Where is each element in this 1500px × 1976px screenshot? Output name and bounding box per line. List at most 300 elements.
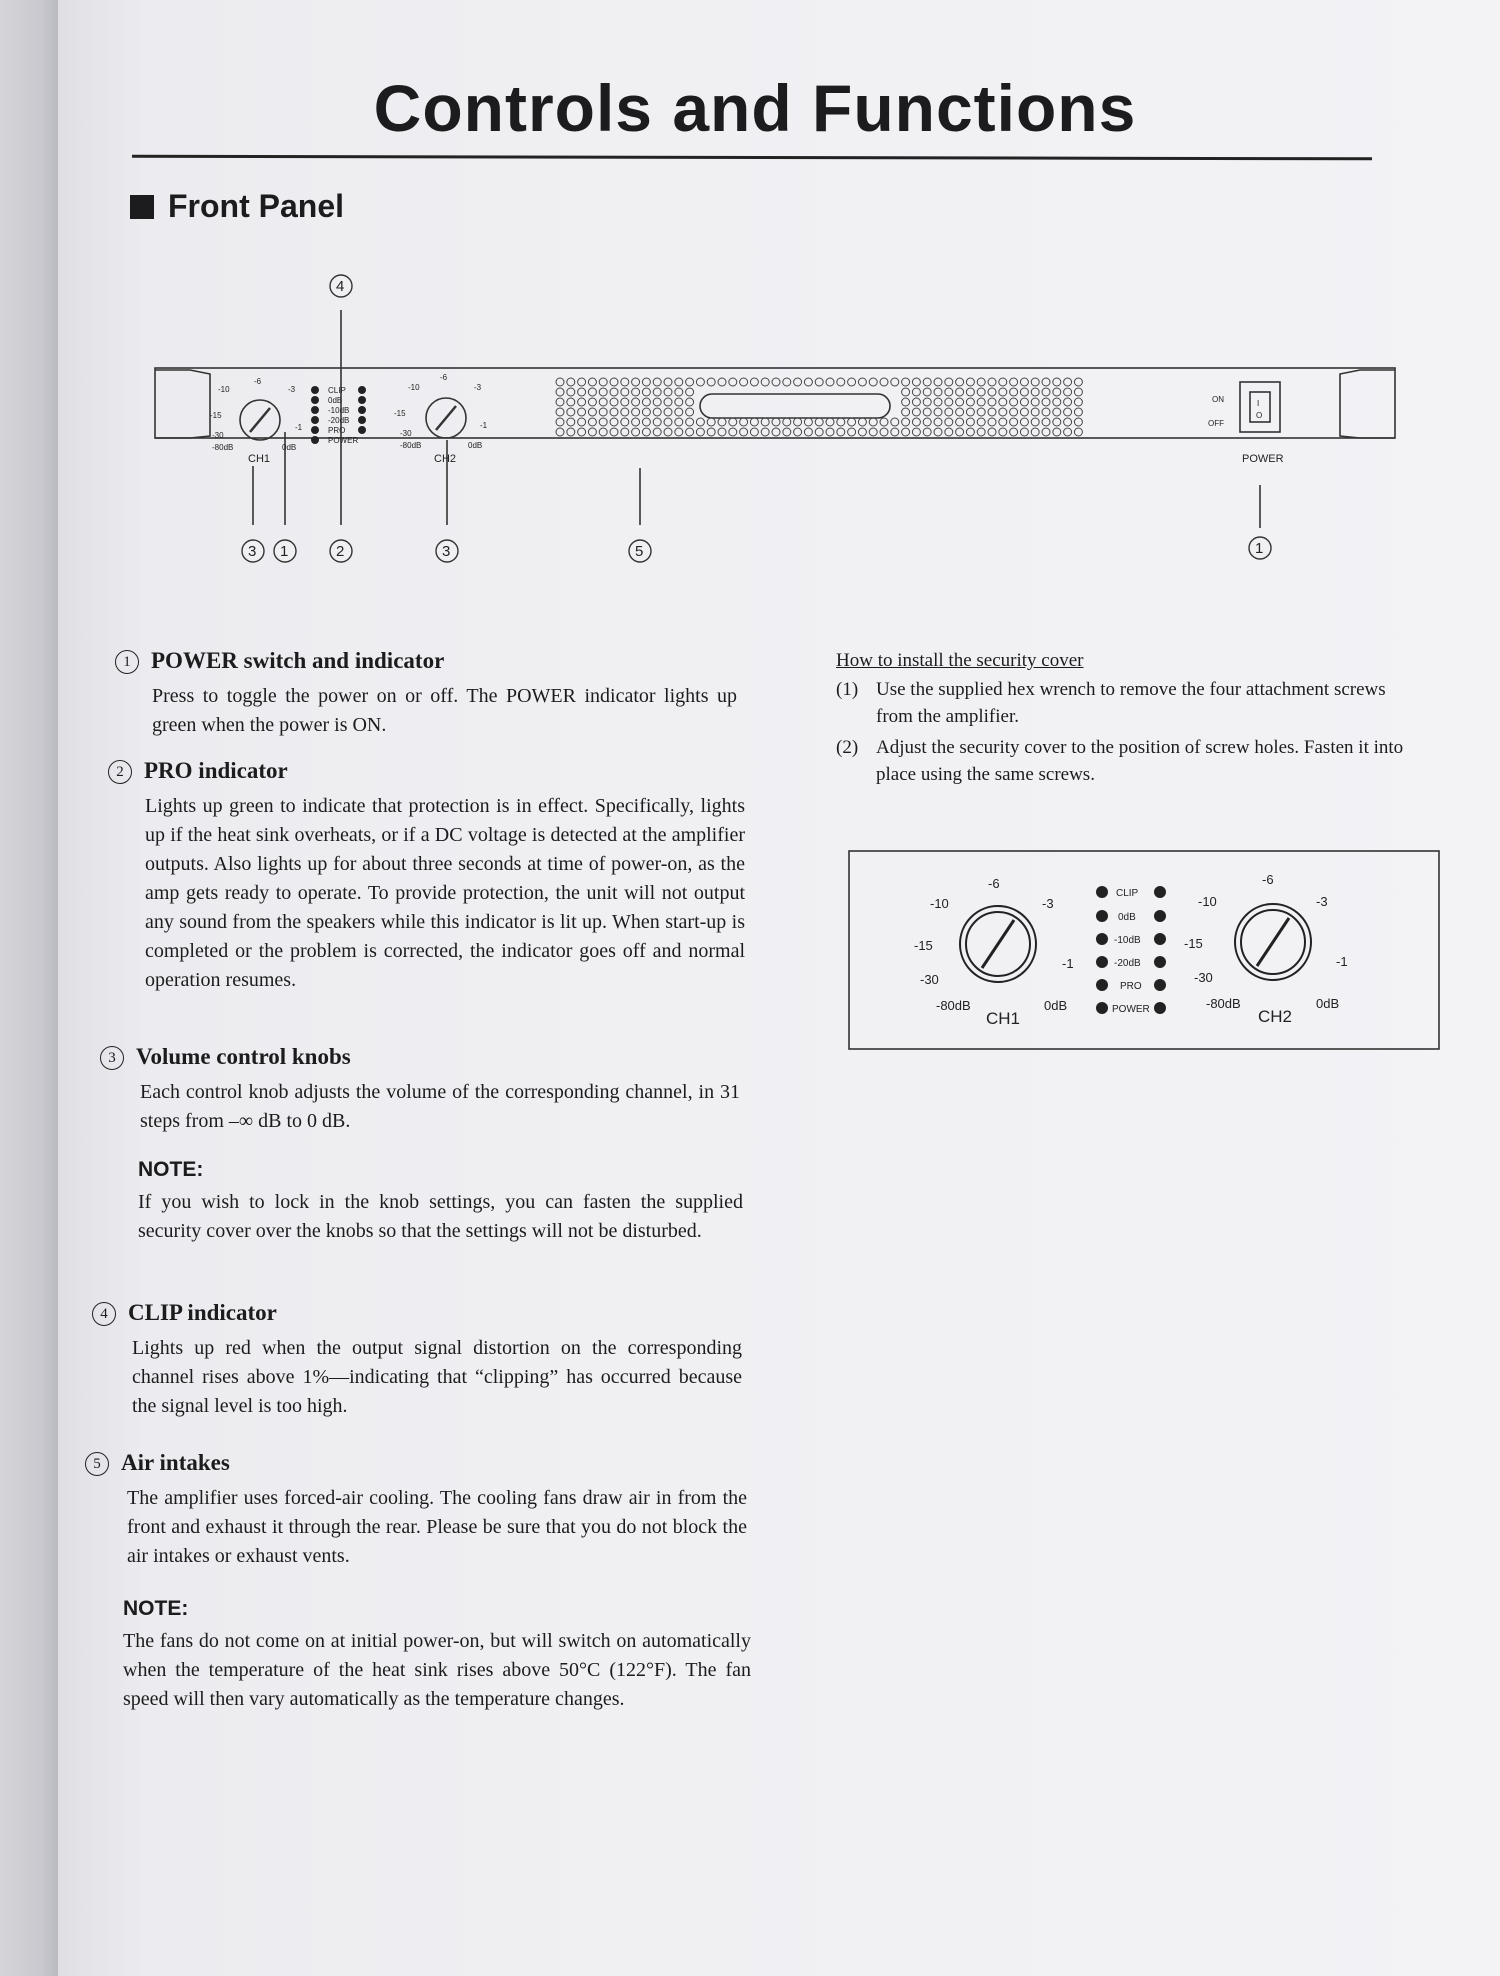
vent-hole <box>804 378 812 386</box>
vent-hole <box>1053 398 1061 406</box>
vent-hole <box>794 378 802 386</box>
vent-hole <box>923 418 931 426</box>
logo-slot <box>700 394 890 418</box>
vent-hole <box>556 378 564 386</box>
callout-4: 4 <box>336 278 345 295</box>
vent-hole <box>1020 388 1028 396</box>
step-text: Adjust the security cover to the position of screw holes. Fasten it into place using the same screws. <box>876 737 1404 785</box>
item-text: Press to toggle the power on or off. The POWER indicator lights up green when the power is ON. <box>152 685 737 736</box>
vent-hole <box>686 418 694 426</box>
item-text: Each control knob adjusts the volume of the corresponding channel, in 31 steps from –∞ dB to 0 dB. <box>140 1081 740 1132</box>
vent-hole <box>664 378 672 386</box>
vent-hole <box>923 428 931 436</box>
vent-hole <box>567 388 575 396</box>
ch2-scale-m80db: -80dB <box>400 441 422 450</box>
vent-hole <box>999 408 1007 416</box>
vent-hole <box>1064 428 1072 436</box>
vent-hole <box>1020 398 1028 406</box>
cover-indicator-dots <box>1096 886 1166 1014</box>
vent-hole <box>1053 418 1061 426</box>
vent-hole <box>1053 428 1061 436</box>
vent-hole <box>653 378 661 386</box>
vent-hole <box>999 378 1007 386</box>
vent-hole <box>934 378 942 386</box>
vent-hole <box>610 408 618 416</box>
vent-hole <box>923 408 931 416</box>
item-heading: Volume control knobs <box>136 1044 351 1069</box>
vent-hole <box>999 418 1007 426</box>
vent-hole <box>1074 388 1082 396</box>
vent-hole <box>837 428 845 436</box>
vent-hole <box>956 428 964 436</box>
vent-hole <box>653 428 661 436</box>
vent-hole <box>729 378 737 386</box>
vent-hole <box>696 418 704 426</box>
vent-hole <box>1010 388 1018 396</box>
vent-hole <box>1020 378 1028 386</box>
vent-hole <box>988 408 996 416</box>
item-number: 2 <box>108 760 132 784</box>
vent-hole <box>783 418 791 426</box>
item-text: The amplifier uses forced-air cooling. The cooling fans draw air in from the front and exhaust it through the rear. Please be sure that you do not block the air intakes or exhaust vents. <box>127 1487 747 1567</box>
vent-hole <box>567 408 575 416</box>
vent-hole <box>610 428 618 436</box>
vent-hole <box>869 418 877 426</box>
vent-hole <box>556 428 564 436</box>
ch2-scale-m10: -10 <box>408 383 420 392</box>
vent-hole <box>642 428 650 436</box>
ind-0db: 0dB <box>328 396 343 405</box>
vent-hole <box>912 428 920 436</box>
vent-hole <box>1053 388 1061 396</box>
vent-hole <box>686 378 694 386</box>
vent-hole <box>599 388 607 396</box>
vent-hole <box>988 428 996 436</box>
vent-hole <box>556 388 564 396</box>
vent-hole <box>675 388 683 396</box>
switch-i-label: I <box>1257 399 1260 408</box>
vent-hole <box>642 388 650 396</box>
vent-hole <box>1074 398 1082 406</box>
vent-hole <box>956 398 964 406</box>
ind-power: POWER <box>328 436 359 445</box>
power-label: POWER <box>1242 453 1284 465</box>
cover-ch2-m30: -30 <box>1194 970 1213 985</box>
cover-ind-power: POWER <box>1112 1004 1150 1015</box>
vent-hole <box>1031 428 1039 436</box>
vent-hole <box>1064 398 1072 406</box>
ch1-scale-m30: -30 <box>212 431 224 440</box>
vent-hole <box>588 418 596 426</box>
vent-hole <box>858 378 866 386</box>
vent-hole <box>750 428 758 436</box>
cover-ch2-m6: -6 <box>1262 872 1274 887</box>
item-text: Lights up red when the output signal distortion on the corresponding channel rises above 1%—indicating that “clipping” has occurred because the signal level is too high. <box>132 1337 742 1417</box>
vent-hole <box>761 428 769 436</box>
security-cover-instructions <box>836 650 1416 792</box>
vent-hole <box>1074 428 1082 436</box>
vent-hole <box>588 388 596 396</box>
callout-1a: 1 <box>280 543 289 560</box>
vent-hole <box>772 418 780 426</box>
vent-hole <box>848 378 856 386</box>
vent-hole <box>902 388 910 396</box>
cover-ch1-label: CH1 <box>986 1009 1021 1028</box>
cover-ch2-m10: -10 <box>1198 894 1217 909</box>
vent-hole <box>977 388 985 396</box>
item-pro-indicator <box>108 758 748 995</box>
vent-hole <box>1010 418 1018 426</box>
vent-hole <box>966 418 974 426</box>
vent-hole <box>610 398 618 406</box>
cover-ch1-m30: -30 <box>920 972 939 987</box>
left-handle <box>155 370 210 438</box>
cover-ch1-m15: -15 <box>914 938 933 953</box>
ch1-scale-m6: -6 <box>254 377 262 386</box>
ch2-scale-0db: 0dB <box>468 441 483 450</box>
vent-hole <box>977 398 985 406</box>
cover-ind-10db: -10dB <box>1114 935 1141 946</box>
vent-hole <box>977 428 985 436</box>
vent-hole <box>934 428 942 436</box>
security-cover-diagram <box>848 850 1440 1050</box>
vent-hole <box>945 408 953 416</box>
vent-hole <box>664 398 672 406</box>
cover-ind-0db: 0dB <box>1118 912 1136 923</box>
vent-hole <box>902 398 910 406</box>
vent-hole <box>761 418 769 426</box>
vent-hole <box>966 408 974 416</box>
vent-hole <box>718 418 726 426</box>
item-heading: Air intakes <box>121 1450 230 1475</box>
vent-hole <box>567 398 575 406</box>
air-intake-grille <box>556 378 1082 436</box>
vent-hole <box>966 398 974 406</box>
section-title: Front Panel <box>168 188 345 224</box>
vent-hole <box>923 378 931 386</box>
vent-hole <box>610 418 618 426</box>
vent-hole <box>945 418 953 426</box>
vent-hole <box>599 428 607 436</box>
note-text: The fans do not come on at initial power-on, but will switch on automatically when the temperature of the heat sink rises above 50°C (122°F). The fan speed will then vary automatically as the temperature changes. <box>123 1630 751 1710</box>
vent-hole <box>621 378 629 386</box>
cover-ch1-m3: -3 <box>1042 896 1054 911</box>
vent-hole <box>1064 378 1072 386</box>
vent-hole <box>977 418 985 426</box>
vent-hole <box>686 428 694 436</box>
vent-hole <box>1064 388 1072 396</box>
vent-hole <box>999 428 1007 436</box>
ind-clip: CLIP <box>328 386 346 395</box>
vent-hole <box>686 388 694 396</box>
vent-hole <box>945 388 953 396</box>
item-air-intakes <box>85 1450 751 1714</box>
ch1-scale-m1: -1 <box>295 423 303 432</box>
vent-hole <box>1074 408 1082 416</box>
vent-hole <box>1042 418 1050 426</box>
vent-hole <box>1031 378 1039 386</box>
cover-ch2-m1: -1 <box>1336 954 1348 969</box>
item-number: 4 <box>92 1302 116 1326</box>
vent-hole <box>567 418 575 426</box>
vent-hole <box>1010 378 1018 386</box>
item-heading: CLIP indicator <box>128 1300 277 1325</box>
ind-pro: PRO <box>328 426 346 435</box>
vent-hole <box>880 378 888 386</box>
vent-hole <box>999 388 1007 396</box>
square-bullet-icon <box>130 195 154 219</box>
vent-hole <box>869 378 877 386</box>
vent-hole <box>686 398 694 406</box>
vent-hole <box>880 418 888 426</box>
ch1-scale-m15: -15 <box>210 411 222 420</box>
vent-hole <box>599 398 607 406</box>
vent-hole <box>880 428 888 436</box>
vent-hole <box>891 428 899 436</box>
vent-hole <box>621 388 629 396</box>
vent-hole <box>772 378 780 386</box>
ch1-scale-m3: -3 <box>288 385 296 394</box>
ch2-scale-m30: -30 <box>400 429 412 438</box>
vent-hole <box>912 388 920 396</box>
vent-hole <box>599 418 607 426</box>
vent-hole <box>815 418 823 426</box>
vent-hole <box>556 418 564 426</box>
item-volume-knobs <box>100 1044 743 1246</box>
vent-hole <box>653 398 661 406</box>
vent-hole <box>945 398 953 406</box>
vent-hole <box>578 418 586 426</box>
vent-hole <box>837 378 845 386</box>
vent-hole <box>632 418 640 426</box>
note-label: NOTE: <box>123 1597 189 1620</box>
vent-hole <box>567 428 575 436</box>
item-text: Lights up green to indicate that protection is in effect. Specifically, lights up if the heat sink overheats, or if a DC voltage is detected at the amplifier outputs. Also lights up for about three seconds at time of power-on, as the amp gets ready to operate. To provide protection, the unit will not output any sound from the speakers while this indicator is lit up. When start-up is completed or the problem is corrected, the indicator goes off and normal operation resumes. <box>145 795 745 991</box>
vent-hole <box>567 378 575 386</box>
switch-on-label: ON <box>1212 395 1224 404</box>
vent-hole <box>642 378 650 386</box>
ch2-scale-m1: -1 <box>480 421 488 430</box>
vent-hole <box>912 418 920 426</box>
power-switch <box>1240 382 1280 432</box>
vent-hole <box>848 428 856 436</box>
vent-hole <box>729 418 737 426</box>
vent-hole <box>912 408 920 416</box>
callout-5: 5 <box>635 543 644 560</box>
vent-hole <box>675 428 683 436</box>
vent-hole <box>1020 428 1028 436</box>
vent-hole <box>599 408 607 416</box>
item-clip-indicator <box>92 1300 742 1421</box>
vent-hole <box>772 428 780 436</box>
item-power-switch <box>115 648 755 740</box>
vent-hole <box>750 378 758 386</box>
vent-hole <box>912 378 920 386</box>
ind-20db: -20dB <box>328 416 350 425</box>
cover-ch2-m15: -15 <box>1184 936 1203 951</box>
vent-hole <box>783 428 791 436</box>
vent-hole <box>1064 408 1072 416</box>
cover-ch1-0db: 0dB <box>1044 998 1068 1013</box>
vent-hole <box>858 418 866 426</box>
vent-hole <box>826 418 834 426</box>
vent-hole <box>686 408 694 416</box>
vent-hole <box>999 398 1007 406</box>
switch-off-label: OFF <box>1208 419 1224 428</box>
vent-hole <box>664 418 672 426</box>
cover-ch2-0db: 0dB <box>1316 996 1340 1011</box>
vent-hole <box>1074 378 1082 386</box>
vent-hole <box>783 378 791 386</box>
vent-hole <box>912 398 920 406</box>
vent-hole <box>1053 378 1061 386</box>
vent-hole <box>653 408 661 416</box>
vent-hole <box>794 418 802 426</box>
vent-hole <box>988 418 996 426</box>
ch2-scale-m15: -15 <box>394 409 406 418</box>
ch2-scale-m3: -3 <box>474 383 482 392</box>
vent-hole <box>588 378 596 386</box>
vent-hole <box>718 428 726 436</box>
cover-ind-pro: PRO <box>1120 981 1142 992</box>
vent-hole <box>934 388 942 396</box>
vent-hole <box>707 418 715 426</box>
note-text: If you wish to lock in the knob settings, you can fasten the supplied security cover over the knobs so that the settings will not be disturbed. <box>138 1191 743 1242</box>
vent-hole <box>621 398 629 406</box>
vent-hole <box>588 408 596 416</box>
vent-hole <box>740 418 748 426</box>
vent-hole <box>815 378 823 386</box>
vent-hole <box>966 428 974 436</box>
vent-hole <box>1042 378 1050 386</box>
vent-hole <box>902 428 910 436</box>
howto-title: How to install the security cover <box>836 650 1084 671</box>
vent-hole <box>1042 428 1050 436</box>
vent-hole <box>621 408 629 416</box>
vent-hole <box>1042 388 1050 396</box>
vent-hole <box>945 378 953 386</box>
item-heading: PRO indicator <box>144 758 288 783</box>
vent-hole <box>588 428 596 436</box>
vent-hole <box>750 418 758 426</box>
vent-hole <box>1031 418 1039 426</box>
vent-hole <box>621 418 629 426</box>
cover-ch1-m6: -6 <box>988 876 1000 891</box>
vent-hole <box>642 408 650 416</box>
vent-hole <box>858 428 866 436</box>
item-heading: POWER switch and indicator <box>151 648 445 673</box>
vent-hole <box>578 378 586 386</box>
vent-hole <box>1010 428 1018 436</box>
step-text: Use the supplied hex wrench to remove the four attachment screws from the amplifier. <box>876 679 1386 727</box>
vent-hole <box>740 428 748 436</box>
item-number: 5 <box>85 1452 109 1476</box>
vent-hole <box>1031 388 1039 396</box>
vent-hole <box>966 378 974 386</box>
vent-hole <box>945 428 953 436</box>
callout-3a: 3 <box>248 543 257 560</box>
callout-1b: 1 <box>1255 540 1264 557</box>
vent-hole <box>988 398 996 406</box>
vent-hole <box>837 418 845 426</box>
vent-hole <box>902 378 910 386</box>
step-index: (1) <box>836 679 859 700</box>
vent-hole <box>848 418 856 426</box>
cover-ind-clip: CLIP <box>1116 888 1139 899</box>
vent-hole <box>664 388 672 396</box>
cover-ch1-m10: -10 <box>930 896 949 911</box>
vent-hole <box>610 388 618 396</box>
vent-hole <box>675 398 683 406</box>
vent-hole <box>578 398 586 406</box>
vent-hole <box>988 388 996 396</box>
vent-hole <box>902 418 910 426</box>
vent-hole <box>664 408 672 416</box>
vent-hole <box>956 378 964 386</box>
vent-hole <box>826 378 834 386</box>
vent-hole <box>988 378 996 386</box>
vent-hole <box>934 408 942 416</box>
vent-hole <box>588 398 596 406</box>
ch1-label: CH1 <box>248 453 271 465</box>
vent-hole <box>923 388 931 396</box>
vent-hole <box>696 378 704 386</box>
vent-hole <box>599 378 607 386</box>
vent-hole <box>1010 398 1018 406</box>
vent-hole <box>578 408 586 416</box>
vent-hole <box>966 388 974 396</box>
vent-hole <box>578 428 586 436</box>
vent-hole <box>1031 398 1039 406</box>
vent-hole <box>632 398 640 406</box>
vent-hole <box>815 428 823 436</box>
cover-ch2-m3: -3 <box>1316 894 1328 909</box>
vent-hole <box>642 398 650 406</box>
vent-hole <box>891 378 899 386</box>
vent-hole <box>718 378 726 386</box>
note-label: NOTE: <box>138 1158 204 1181</box>
vent-hole <box>675 408 683 416</box>
vent-hole <box>653 418 661 426</box>
cover-ind-20db: -20dB <box>1114 958 1141 969</box>
vent-hole <box>1020 408 1028 416</box>
vent-hole <box>1031 408 1039 416</box>
item-number: 3 <box>100 1046 124 1070</box>
vent-hole <box>902 408 910 416</box>
step-index: (2) <box>836 737 859 758</box>
vent-hole <box>1064 418 1072 426</box>
vent-hole <box>556 408 564 416</box>
vent-hole <box>934 398 942 406</box>
vent-hole <box>632 428 640 436</box>
vent-hole <box>1020 418 1028 426</box>
cover-ch1-m80db: -80dB <box>936 998 971 1013</box>
callout-2: 2 <box>336 543 345 560</box>
vent-hole <box>956 408 964 416</box>
vent-hole <box>977 378 985 386</box>
cover-ch2-m80db: -80dB <box>1206 996 1241 1011</box>
vent-hole <box>1042 398 1050 406</box>
vent-hole <box>707 378 715 386</box>
page-title: Controls and Functions <box>373 71 1137 145</box>
vent-hole <box>826 428 834 436</box>
vent-hole <box>934 418 942 426</box>
vent-hole <box>956 418 964 426</box>
vent-hole <box>956 388 964 396</box>
vent-hole <box>621 428 629 436</box>
vent-hole <box>740 378 748 386</box>
front-panel-diagram <box>150 270 1400 570</box>
